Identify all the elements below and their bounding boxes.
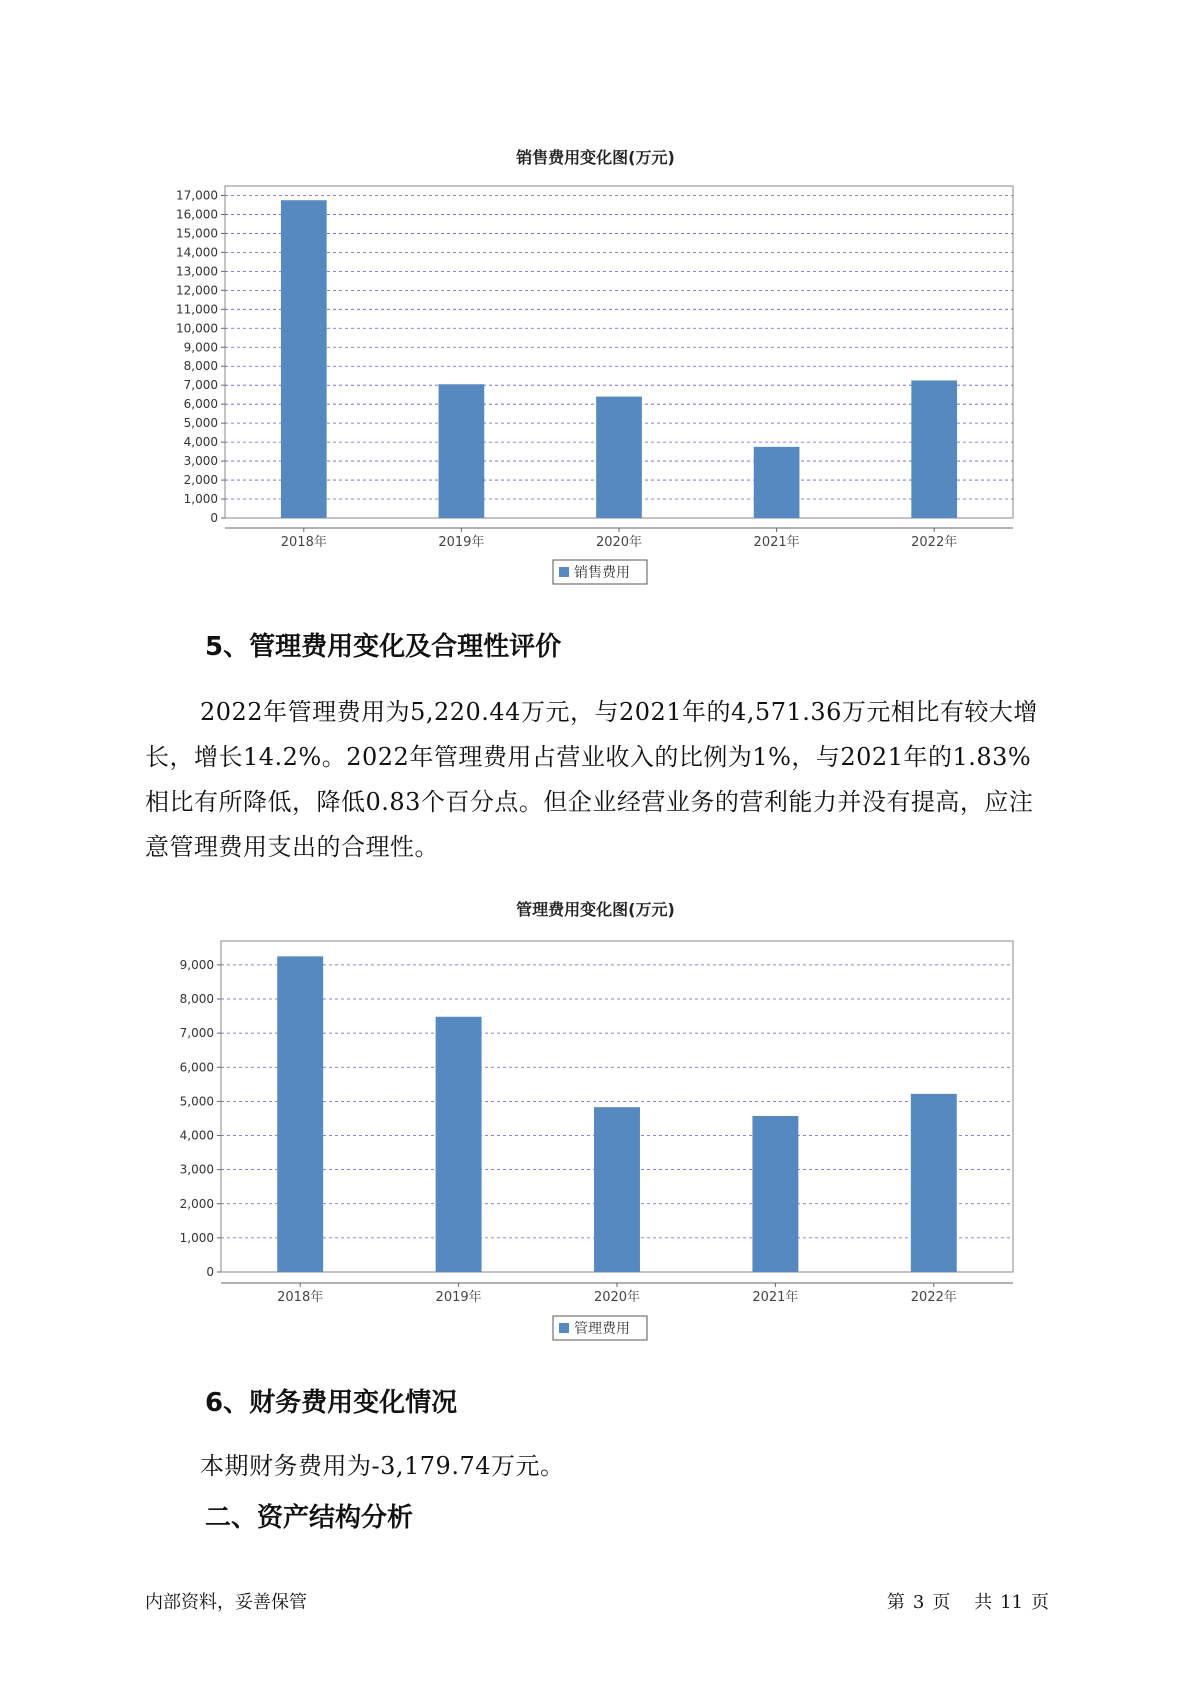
total-unit: 页 xyxy=(1031,1592,1049,1613)
y-tick-label: 14,000 xyxy=(176,245,218,260)
x-tick-label: 2020年 xyxy=(595,535,643,550)
y-tick-label: 12,000 xyxy=(176,283,218,298)
x-tick-label: 2020年 xyxy=(593,1290,641,1305)
x-tick-label: 2018年 xyxy=(277,1290,324,1305)
bar xyxy=(436,1017,482,1272)
section6-heading: 6、财务费用变化情况 xyxy=(205,1388,458,1418)
y-tick-label: 10,000 xyxy=(176,321,218,336)
sales-chart-title: 销售费用变化图(万元) xyxy=(516,148,675,167)
y-tick-label: 15,000 xyxy=(176,226,218,241)
y-tick-label: 6,000 xyxy=(183,397,218,412)
y-tick-label: 9,000 xyxy=(179,957,214,972)
y-tick-label: 8,000 xyxy=(183,359,218,374)
bar xyxy=(752,1116,798,1272)
footer-confidential-note: 内部资料，妥善保管 xyxy=(145,1592,307,1613)
x-tick-label: 2022年 xyxy=(911,535,958,550)
y-tick-label: 9,000 xyxy=(183,340,218,355)
y-tick-label: 1,000 xyxy=(183,492,218,507)
y-tick-label: 16,000 xyxy=(176,207,218,222)
page-number: 3 xyxy=(912,1592,925,1613)
y-tick-label: 13,000 xyxy=(176,264,218,279)
y-tick-label: 7,000 xyxy=(179,1026,214,1041)
footer-page-info xyxy=(883,1588,1053,1614)
x-tick-label: 2018年 xyxy=(280,535,327,550)
y-tick-label: 5,000 xyxy=(179,1094,214,1109)
x-tick-label: 2019年 xyxy=(435,1290,482,1305)
legend-label: 管理费用 xyxy=(574,1321,630,1337)
bar xyxy=(594,1107,640,1272)
x-tick-label: 2021年 xyxy=(752,1290,799,1305)
mgmt-chart-title: 管理费用变化图(万元) xyxy=(516,900,675,919)
section5-heading: 5、管理费用变化及合理性评价 xyxy=(205,632,562,662)
x-tick-label: 2022年 xyxy=(910,1290,957,1305)
total-prefix: 共 xyxy=(974,1592,993,1613)
section-two-heading: 二、资产结构分析 xyxy=(205,1503,414,1533)
y-tick-label: 7,000 xyxy=(183,378,218,393)
y-tick-label: 4,000 xyxy=(179,1128,214,1143)
bar xyxy=(911,1094,957,1272)
bar xyxy=(277,956,323,1272)
total-pages: 11 xyxy=(1000,1592,1023,1613)
y-tick-label: 2,000 xyxy=(183,473,218,488)
y-tick-label: 8,000 xyxy=(179,992,214,1007)
x-tick-label: 2019年 xyxy=(438,535,485,550)
y-tick-label: 17,000 xyxy=(176,188,218,203)
y-tick-label: 3,000 xyxy=(183,454,218,469)
y-tick-label: 2,000 xyxy=(179,1196,214,1211)
y-tick-label: 1,000 xyxy=(179,1230,214,1245)
y-tick-label: 5,000 xyxy=(183,416,218,431)
y-tick-label: 0 xyxy=(210,511,218,525)
section5-paragraph: 2022年管理费用为5,220.44万元，与2021年的4,571.36万元相比有较大增长，增长14.2%。2022年管理费用占营业收入的比例为1%，与2021年的1.83%相比有所降低，降低0.83个百分点。但企业经营业务的营利能力并没有提高，应注意管理费用支出的合理性。 xyxy=(145,698,1038,861)
y-tick-label: 11,000 xyxy=(176,302,218,317)
legend-label: 销售费用 xyxy=(574,565,630,581)
y-tick-label: 0 xyxy=(206,1265,214,1279)
y-tick-label: 6,000 xyxy=(179,1060,214,1075)
x-tick-label: 2021年 xyxy=(753,535,800,550)
y-tick-label: 4,000 xyxy=(183,435,218,450)
page-unit: 页 xyxy=(932,1592,951,1613)
legend-swatch xyxy=(559,1323,569,1333)
y-tick-label: 3,000 xyxy=(179,1162,214,1177)
page-prefix: 第 xyxy=(886,1592,905,1613)
section6-paragraph: 本期财务费用为-3,179.74万元。 xyxy=(200,1452,565,1480)
